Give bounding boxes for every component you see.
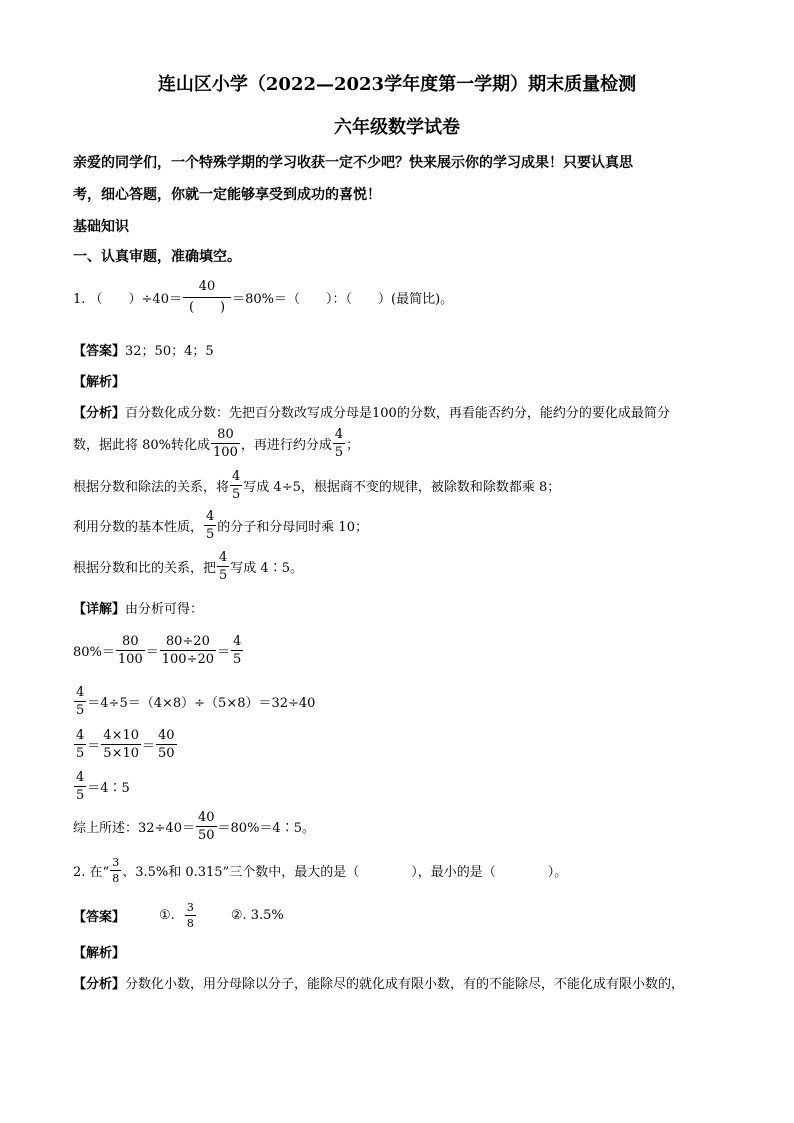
analysis-label: 【分析】 <box>73 977 126 992</box>
detail-tag: 【详解】 <box>73 602 126 617</box>
analysis-text: 的分子和分母同时乘 10； <box>217 520 368 535</box>
numerator: 3 <box>112 856 120 869</box>
numerator: 80 <box>217 427 234 442</box>
q1-analysis-line-1 <box>73 402 670 421</box>
numerator: 4 <box>232 469 241 484</box>
denominator: 100 <box>213 445 238 460</box>
numerator: 4 <box>334 427 344 442</box>
denominator: 50 <box>158 746 175 761</box>
question-2 <box>73 857 567 884</box>
q2-analysis-line-1 <box>73 973 684 992</box>
numerator: 4 <box>76 685 85 700</box>
fraction <box>74 729 86 760</box>
denominator: 5 <box>76 703 85 718</box>
fraction <box>74 686 86 717</box>
denominator: 100 <box>117 652 143 667</box>
fraction <box>110 857 121 884</box>
denominator: 5 <box>232 487 241 502</box>
q2-suffix: 、3.5%和 0.315”三个数中，最大的是（ ），最小的是（ ）。 <box>122 865 568 880</box>
numerator: 4 <box>76 728 85 743</box>
q1-analysis-line-5 <box>73 551 303 582</box>
denominator: 100÷20 <box>161 652 214 667</box>
intro-line-1: 亲爱的同学们，一个特殊学期的学习收获一定不少吧？快来展示你的学习成果！只要认真思 <box>73 155 633 171</box>
equals-sign: ＝ <box>142 739 156 754</box>
analysis-text: 写成 4∶5。 <box>230 561 303 576</box>
analysis-text: 利用分数的基本性质， <box>73 520 204 535</box>
choice-1: ①. <box>159 908 175 923</box>
q1-prefix: 1. （ ）÷40＝ <box>73 291 182 307</box>
numerator: 4 <box>76 770 85 785</box>
numerator: 40 <box>158 728 175 743</box>
numerator: 4 <box>219 550 228 565</box>
equation-text: 80%＝ <box>73 645 115 660</box>
fraction <box>185 902 196 929</box>
fraction <box>160 635 216 666</box>
summary-text: ＝80%＝4∶5。 <box>217 821 315 836</box>
denominator: 5 <box>76 746 85 761</box>
equation-1 <box>73 635 244 666</box>
denominator: 5 <box>219 568 228 583</box>
equals-sign: ＝ <box>87 739 101 754</box>
analysis-text: 根据分数和除法的关系，将 <box>73 480 230 495</box>
equation-2 <box>73 686 315 717</box>
denominator: 8 <box>112 872 120 885</box>
answer-text: 32；50；4；5 <box>125 344 214 359</box>
q2-analysis-tag: 【解析】 <box>73 946 126 961</box>
equals-sign: ＝ <box>217 645 231 660</box>
denominator: 5×10 <box>103 746 140 761</box>
numerator: 3 <box>186 901 194 914</box>
fraction <box>156 729 177 760</box>
question-1 <box>73 280 453 314</box>
fraction <box>333 428 345 459</box>
denominator: 5 <box>206 527 215 542</box>
numerator: 80 <box>122 634 139 649</box>
fraction-denominator: ( ) <box>183 297 231 314</box>
q1-answer <box>73 340 214 359</box>
fraction <box>217 551 229 582</box>
fraction <box>116 635 145 666</box>
denominator: 8 <box>186 917 194 930</box>
detail-text: 由分析可得： <box>125 602 204 617</box>
answer-tag: 【答案】 <box>73 344 126 359</box>
page-title: 连山区小学（2022—2023学年度第一学期）期末质量检测 <box>157 74 637 95</box>
numerator: 4 <box>233 634 242 649</box>
equation-text: ＝4∶5 <box>87 781 130 796</box>
q2-answer <box>73 902 284 929</box>
choice-2: ②. 3.5% <box>230 908 284 923</box>
equation-3 <box>73 729 178 760</box>
fraction <box>204 510 216 541</box>
fraction <box>230 470 242 501</box>
fraction-numerator: 40 <box>198 279 216 294</box>
equals-sign: ＝ <box>145 645 159 660</box>
analysis-text: 百分数化成分数：先把百分数改写成分母是100的分数，再看能否约分，能约分的要化成最简分 <box>125 406 670 421</box>
fraction <box>231 635 243 666</box>
q1-analysis-line-2 <box>73 428 359 459</box>
section-basic: 基础知识 <box>73 219 129 235</box>
fraction <box>196 811 217 842</box>
fraction <box>101 729 141 760</box>
numerator: 4 <box>206 509 215 524</box>
q1-analysis-tag: 【解析】 <box>73 375 126 390</box>
denominator: 5 <box>76 788 85 803</box>
analysis-text: 分数化小数，用分母除以分子，能除尽的就化成有限小数，有的不能除尽，不能化成有限小数的， <box>125 977 685 992</box>
numerator: 40 <box>197 810 215 825</box>
q1-summary <box>73 811 315 842</box>
q1-fraction <box>183 280 231 314</box>
intro-line-2: 考，细心答题，你就一定能够享受到成功的喜悦！ <box>73 187 381 203</box>
equation-4 <box>73 771 130 802</box>
page-subtitle: 六年级数学试卷 <box>334 117 460 138</box>
q1-detail <box>73 598 203 617</box>
denominator: 5 <box>334 445 344 460</box>
numerator: 4×10 <box>103 728 140 743</box>
answer-tag: 【答案】 <box>73 910 126 925</box>
denominator: 5 <box>233 652 242 667</box>
summary-text: 综上所述：32÷40＝ <box>73 821 195 836</box>
analysis-text: 数，据此将 80%转化成 <box>73 438 211 453</box>
equation-text: ＝4÷5＝（4×8）÷（5×8）＝32÷40 <box>87 696 316 711</box>
numerator: 80÷20 <box>165 634 210 649</box>
q1-suffix: ＝80%＝（ ）：（ ）(最简比)。 <box>232 291 454 307</box>
denominator: 50 <box>197 828 215 843</box>
fraction <box>74 771 86 802</box>
q1-analysis-line-3 <box>73 470 560 501</box>
analysis-text: ； <box>346 438 360 453</box>
analysis-text: ，再进行约分成 <box>240 438 332 453</box>
q1-analysis-line-4 <box>73 510 368 541</box>
section-heading: 一、认真审题，准确填空。 <box>73 249 241 265</box>
analysis-text: 写成 4÷5，根据商不变的规律，被除数和除数都乘 8； <box>243 480 561 495</box>
fraction <box>211 428 240 459</box>
analysis-label: 【分析】 <box>73 406 126 421</box>
analysis-text: 根据分数和比的关系，把 <box>73 561 217 576</box>
q2-prefix: 2. 在“ <box>73 865 110 880</box>
